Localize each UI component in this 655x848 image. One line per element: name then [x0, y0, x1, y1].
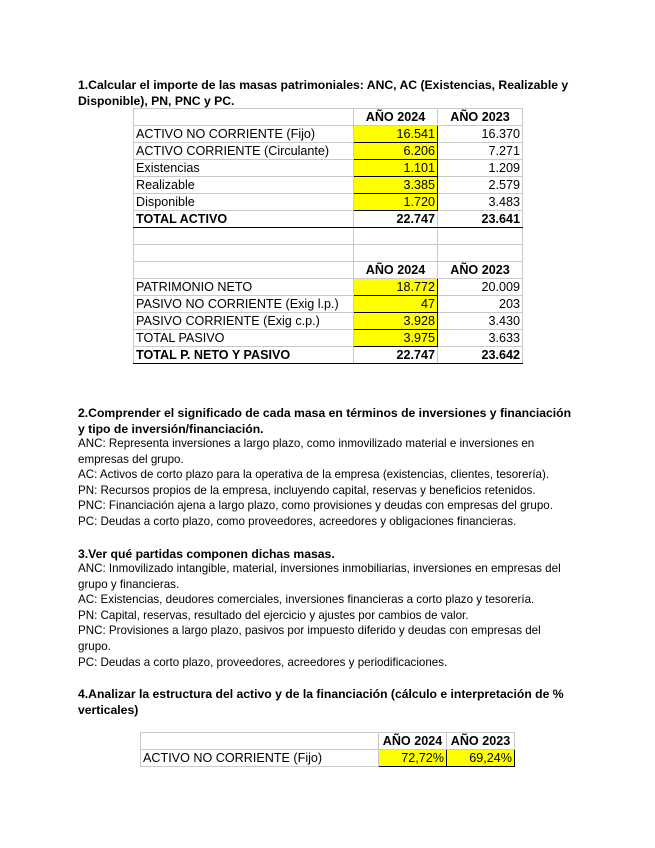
- row-label: Existencias: [134, 160, 354, 177]
- paragraph-line: PN: Recursos propios de la empresa, incluyendo capital, reservas y beneficios retenidos.: [78, 483, 536, 497]
- total-2023: 23.642: [438, 347, 523, 364]
- activo-table: [133, 108, 523, 364]
- pasivo-header-row: [134, 262, 523, 279]
- paragraph-line: PN: Capital, reservas, resultado del ejercicio y ajustes por cambios de valor.: [78, 608, 469, 622]
- value-2023: 2.579: [438, 177, 523, 194]
- spacer-row: [134, 228, 523, 245]
- total-2023: 23.641: [438, 211, 523, 228]
- row-label: PATRIMONIO NETO: [134, 279, 354, 296]
- col-header-2023: AÑO 2023: [438, 109, 523, 126]
- col-header-2024: AÑO 2024: [354, 109, 438, 126]
- col-header-2023: AÑO 2023: [447, 733, 515, 750]
- total-row: [134, 347, 523, 364]
- value-2024: 3.975: [354, 330, 438, 347]
- spacer-row: [134, 245, 523, 262]
- value-2023: 1.209: [438, 160, 523, 177]
- section-2-title: 2.Comprender el significado de cada masa en términos de inversiones y financiación y tipo de inversión/financiación.: [78, 406, 572, 436]
- paragraph-line: AC: Existencias, deudores comerciales, inversiones financieras a corto plazo y tesorería.: [78, 593, 535, 607]
- vertical-header-row: [141, 733, 515, 750]
- paragraph-line: ANC: Representa inversiones a largo plazo, como inmovilizado material e inversiones en empresas del grupo.: [78, 437, 535, 466]
- row-label: PASIVO CORRIENTE (Exig c.p.): [134, 313, 354, 330]
- section-2-body: [78, 436, 573, 530]
- table-row: [134, 143, 523, 160]
- section-3-body: [78, 561, 573, 670]
- table-row: [134, 296, 523, 313]
- empty-header-cell: [134, 262, 354, 279]
- table-row: [141, 750, 515, 767]
- row-label: TOTAL PASIVO: [134, 330, 354, 347]
- total-label: TOTAL P. NETO Y PASIVO: [134, 347, 354, 364]
- value-2024: 3.385: [354, 177, 438, 194]
- table-row: [134, 313, 523, 330]
- activo-header-row: [134, 109, 523, 126]
- value-2024: 16.541: [354, 126, 438, 143]
- section-4-title: 4.Analizar la estructura del activo y de la financiación (cálculo e interpretación de % verticales): [78, 687, 564, 717]
- total-2024: 22.747: [354, 347, 438, 364]
- table-row: [134, 160, 523, 177]
- paragraph-line: PC: Deudas a corto plazo, como proveedores, acreedores y obligaciones financieras.: [78, 514, 517, 528]
- total-2024: 22.747: [354, 211, 438, 228]
- row-label: ACTIVO CORRIENTE (Circulante): [134, 143, 354, 160]
- table-row: [134, 330, 523, 347]
- value-2023: 3.633: [438, 330, 523, 347]
- value-2023: 3.430: [438, 313, 523, 330]
- value-2024: 1.720: [354, 194, 438, 211]
- paragraph-line: ANC: Inmovilizado intangible, material, inversiones inmobiliarias, inversiones en empresas del grupo y financieras.: [78, 562, 561, 591]
- total-label: TOTAL ACTIVO: [134, 211, 354, 228]
- table-row: [134, 126, 523, 143]
- value-2024: 18.772: [354, 279, 438, 296]
- section-3-title: 3.Ver qué partidas componen dichas masas.: [78, 547, 335, 561]
- section-1-title: 1.Calcular el importe de las masas patrimoniales: ANC, AC (Existencias, Realizable y Disponible), PN, PNC y PC.: [78, 78, 569, 108]
- value-2023: 203: [438, 296, 523, 313]
- value-2023: 3.483: [438, 194, 523, 211]
- empty-header-cell: [134, 109, 354, 126]
- row-label: ACTIVO NO CORRIENTE (Fijo): [141, 750, 379, 767]
- total-row: [134, 211, 523, 228]
- value-2024: 47: [354, 296, 438, 313]
- value-2024: 1.101: [354, 160, 438, 177]
- row-label: ACTIVO NO CORRIENTE (Fijo): [134, 126, 354, 143]
- paragraph-line: PC: Deudas a corto plazo, proveedores, acreedores y periodificaciones.: [78, 655, 448, 669]
- empty-header-cell: [141, 733, 379, 750]
- value-2023: 7.271: [438, 143, 523, 160]
- value-2023: 20.009: [438, 279, 523, 296]
- vertical-table: [140, 732, 515, 767]
- row-label: Realizable: [134, 177, 354, 194]
- value-2024: 72,72%: [379, 750, 447, 767]
- value-2023: 16.370: [438, 126, 523, 143]
- row-label: Disponible: [134, 194, 354, 211]
- col-header-2024: AÑO 2024: [354, 262, 438, 279]
- table-row: [134, 194, 523, 211]
- value-2023: 69,24%: [447, 750, 515, 767]
- row-label: PASIVO NO CORRIENTE (Exig l.p.): [134, 296, 354, 313]
- col-header-2023: AÑO 2023: [438, 262, 523, 279]
- value-2024: 6.206: [354, 143, 438, 160]
- table-row: [134, 279, 523, 296]
- paragraph-line: PNC: Provisiones a largo plazo, pasivos por impuesto diferido y deudas con empresas del grupo.: [78, 624, 541, 653]
- table-row: [134, 177, 523, 194]
- paragraph-line: PNC: Financiación ajena a largo plazo, como provisiones y deudas con empresas del grupo.: [78, 499, 553, 513]
- col-header-2024: AÑO 2024: [379, 733, 447, 750]
- value-2024: 3.928: [354, 313, 438, 330]
- paragraph-line: AC: Activos de corto plazo para la operativa de la empresa (existencias, clientes, tesorería).: [78, 468, 550, 482]
